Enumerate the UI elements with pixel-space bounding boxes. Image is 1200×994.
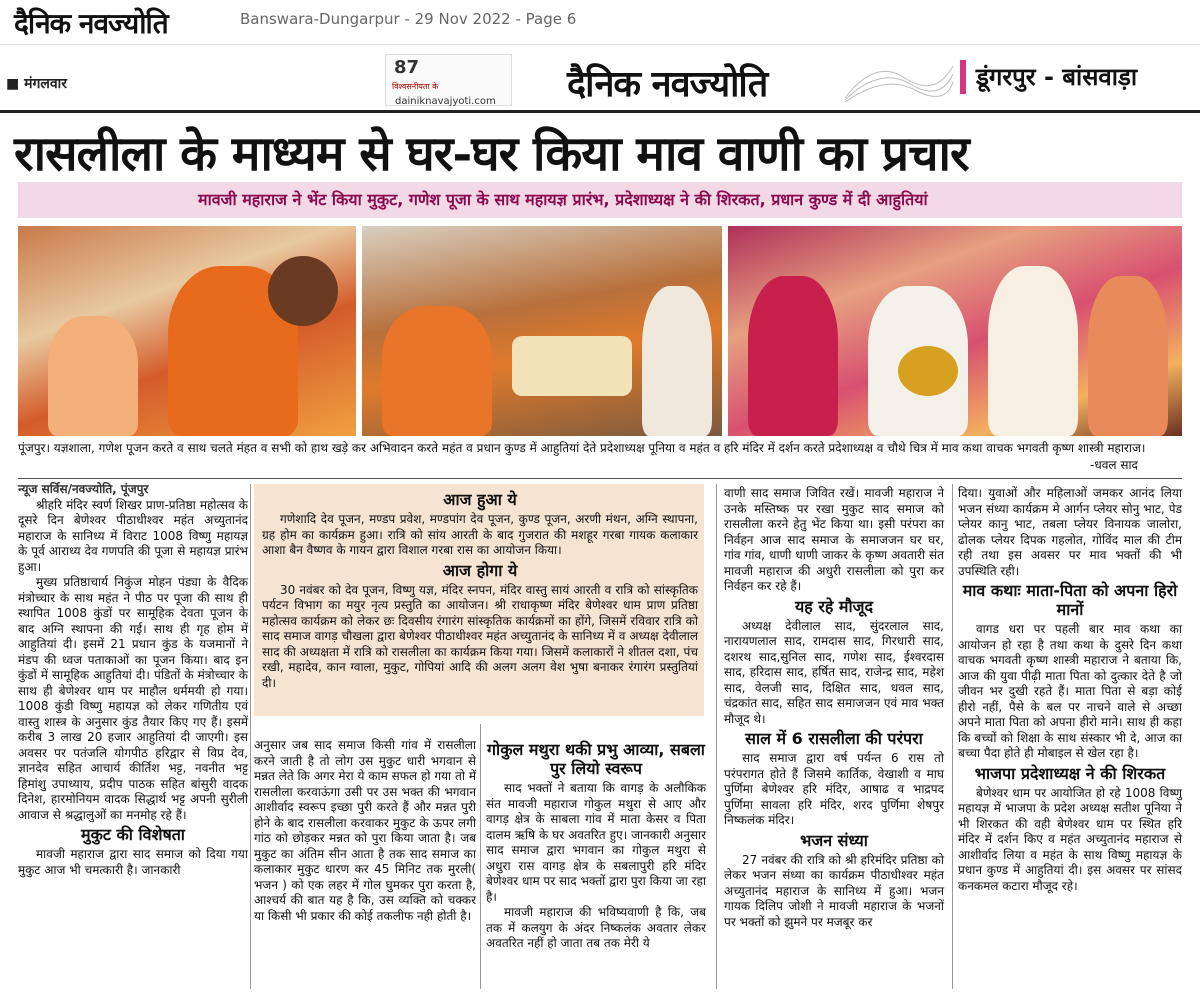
photo-temple-darshan [728, 226, 1182, 436]
section-heading-mav-katha: माव कथाः माता-पिता को अपना हिरो मानों [962, 581, 1178, 619]
article-column-1 [18, 482, 248, 878]
section-heading-bjp: भाजपा प्रदेशाध्यक्ष ने की शिरकत [974, 763, 1166, 783]
schedule-box-content [262, 488, 698, 691]
masthead-ornament [835, 58, 955, 102]
article-paragraph: अध्यक्ष देवीलाल साद, सुंदरलाल साद, नारायणलाल साद, रामदास साद, गिरधारी साद, दशरथ साद,सुनिल साद, गणेश साद, ईश्वरदास साद, हरिदास साद, हर्षित साद, राजेन्द्र साद, महेश साद, वेलजी साद, दिक्षित साद, धवल साद, चंद्रकांत साद, सहित साद समाजजन एवं माव भक्त मौजूद थे। [724, 618, 944, 726]
section-heading-tradition: साल में 6 रासलीला की परंपरा [745, 729, 923, 748]
article-subhead: मावजी महाराज ने भेंट किया मुकुट, गणेश पूजा के साथ महायज्ञ प्रारंभ, प्रदेशाध्यक्ष ने की शिरकत, प्रधान कुण्ड में दी आहुतियां [198, 190, 928, 209]
edition-info: Banswara-Dungarpur - 29 Nov 2022 - Page 6 [240, 10, 577, 28]
article-byline: न्यूज सर्विस/नवज्योति, पूंजपुर [18, 482, 149, 496]
article-paragraph: मावजी महाराज की भविष्यवाणी है कि, जब तक में कलयुग के अंदर निष्कलंक अवतार लेकर अवतरित नहीं हो जाता तब तक मेरी ये [486, 905, 706, 950]
photo-caption: पूंजपुर। यज्ञशाला, गणेश पूजन करते व साथ चलते मंहत व सभी को हाथ खड़े कर अभिवादन करते महंत व प्रधान कुण्ड में आहुतियां देते प्रदेशाध्यक्ष पूनिया व महंत व हरि मंदिर में दर्शन करते प्रदेशाध्यक्ष व चौथे चित्र में माव कथा वाचक भगवती कृष्ण शास्त्री महाराज। [18, 441, 1146, 455]
article-paragraph: साद भक्तों ने बताया कि वागड़ के अलौकिक संत मावजी महाराज गोकुल मथुरा से आए और वागड़ क्षेत्र के साबला गांव में माता केसर व पिता दालम ऋषि के घर अवतरित हुए। जानकारी अनुसार साद समाज द्वारा भगवान का गोकुल मथुरा से अधुरा रास वागड़ क्षेत्र के सबलापुरी हरि मंदिर बेणेश्वर धाम पर साद भक्तों द्वारा पुरा किया जा रहा है। [486, 781, 706, 904]
article-headline: रासलीला के माध्यम से घर-घर किया माव वाणी का प्रचार [14, 126, 969, 182]
article-paragraph: वागड धरा पर पहली बार माव कथा का आयोजन हो रहा है तथा कथा के दुसरे दिन कथा वाचक भगवती कृष्ण शास्त्री महाराज ने बताया कि, आज की युवा पीढ़ी माता पिता को दुत्कार देते है जो जीवन भर दुखी रहते हैं। माता पिता से बड़ा कोई हीरो नहीं, पैसे के बल पर नाचने वाले से अच्छा अपने माता पिता को अपना हीरो माने। साथ ही कहा कि बच्चों को शिक्षा के साथ संस्कार भी दे, आज का बच्चा पैदा होते ही मोबाइल से खेल रहा है। [958, 622, 1182, 760]
box-heading-tomorrow: आज होगा ये [442, 560, 518, 580]
article-paragraph: साद समाज द्वारा वर्ष पर्यन्त 6 रास तो परंपरागत होते हैं जिसमे कार्तिक, वेखाशी व माघ पुर्णिमा बेणेश्वर हरि मंदिर, आषाढ व भाद्रपद पुर्णिमा सावला हरि मंदिर, शरद पुर्णिमा शेषपुर निष्कलंक मंदिर। [724, 751, 944, 827]
article-paragraph: दिया। युवाओं और महिलाओं जमकर आनंद लिया भजन संध्या कार्यक्रम मे आर्गन प्लेयर सोनु भाट, पेड प्लेयर कानु भाट, तबला प्लेयर विनायक जालोरा, ढोलक प्लेयर दिपक गहलोत, गोविंद माल की टीम रही तथा इस अवसर पर माव भक्तों की भी उपस्थिति रही। [958, 486, 1182, 578]
column-divider [250, 484, 251, 989]
article-column-4 [724, 486, 944, 930]
article-paragraph: बेणेश्वर धाम पर आयोजित हो रहे 1008 विष्णु महायज्ञ में भाजपा के प्रदेश अध्यक्ष सतीश पूनिया ने भी शिरकत की वही बेणेश्वर धाम पर स्थित हरि मंदिर में दर्शन किए व महंत अच्युतानंद महाराज से आशीर्वाद लिया व महंत के साथ विष्णु महायज्ञ के प्रधान कुण्ड में आहुतियां दी। इस अवसर पर सांसद कनकमल कटारा मौजूद रहे। [958, 785, 1182, 893]
masthead-rule [0, 110, 1200, 113]
website-url: dainiknavajyoti.com [395, 96, 496, 107]
article-paragraph: मावजी महाराज द्वारा साद समाज को दिया गया मुकुट आज भी चमत्कारी है। जानकारी [18, 847, 248, 877]
column-divider [480, 724, 481, 989]
article-paragraph: मुख्य प्रतिष्ठाचार्य निकुंज मोहन पंड्या के वैदिक मंत्रोच्चार के साथ महंत ने पीठ पर पूजा की साथ ही स्थापित 1008 कुंडों पर सामूहिक देवता पूजन के बाद अग्नि स्थापना की गई। साथ ही गृह होम में आहुतियां दी। इसमें 21 प्रधान कुंड के यजमानों ने मंडप की ध्वज पताकाओं का पूजन किया। बाद इन कुंडों में सामूहिक आहुतियां दी। पंडितों के मंत्रोच्चार के साथ ही बेणेश्वर धाम पर माहौल धर्ममयी हो गया। 1008 कुंडी विष्णु महायज्ञ को लेकर गणितीय एवं वास्तु शास्त्र के अनुसार कुंड तैयार किए गए हैं। इसमें करीब 3 लाख 20 हजार आहुतियां दी जाएगी। इस अवसर पर पतंजलि योगपीठ हरिद्वार से विप्र देव, ज्ञानदेव सहित आचार्य कीर्तिश भट्ट, नवनीत भट्ट हिमांशु उपाध्याय, प्रदीप पाठक सहित बांसुरी वादक दिनेश, हारमोनियम वादक सिद्धार्थ भट्ट अपनी सुरीली आवाज से श्रद्धालुओं का मनमोह रहे हैं। [18, 575, 248, 822]
section-heading-present: यह रहे मौजूद [794, 596, 874, 616]
article-subhead-band [18, 182, 1182, 218]
section-heading-gokul: गोकुल मथुरा थकी प्रभु आव्या, सबला पुर लियो स्वरूप [487, 740, 705, 778]
article-column-2 [254, 738, 476, 924]
column-divider [716, 484, 717, 989]
article-paragraph: 27 नवंबर की रात्रि को श्री हरिमंदिर प्रतिष्ठा को लेकर भजन संध्या का कार्यक्रम पीठाधीश्वर महंत अच्युतानंद महाराज के सानिध्य में हुआ। भजन गायक दिलिप जोशी ने मावजी महाराज के भजनों पर भक्तों को झुमने पर मजबूर कर [724, 852, 944, 929]
article-paragraph: वाणी साद समाज जिवित रखें। मावजी महाराज ने उनके मस्तिष्क पर रखा मुकुट साद समाज को रासलीला करने हेतु भेंट किया था। इसी परंपरा का निर्वहन आज साद समाज के समाजजन घर घर, गांव गांव, धाणी धाणी जाकर के कृष्ण अवतारी संत मावजी महाराज की अधुरी रासलीला को पुरा कर निर्वहन कर रहे हैं। [724, 486, 944, 593]
caption-rule [18, 478, 1182, 479]
weekday-label: ■ मंगलवार [6, 76, 67, 92]
section-heading-mukut: मुकुट की विशेषता [81, 825, 185, 844]
photo-yagyashala-greeting [18, 226, 356, 436]
viewer-brand-logo[interactable]: दैनिक नवज्योति [14, 7, 168, 40]
region-name: डूंगरपुर - बांसवाड़ा [976, 63, 1138, 91]
article-column-3 [486, 738, 706, 952]
box-heading-today: आज हुआ ये [443, 490, 517, 509]
region-accent-bar [960, 60, 966, 94]
column-divider [952, 484, 953, 989]
anniversary-number: 87 [394, 57, 420, 78]
article-paragraph: श्रीहरि मंदिर स्वर्ण शिखर प्राण-प्रतिष्ठा महोत्सव के दूसरे दिन बेणेश्वर पीठाधीश्वर महंत अच्युतानंद महाराज के सानिध्य में विराट 1008 विष्णु महायज्ञ के पूर्व आराध्य देव गणपति की पूजा से महायज्ञ प्रारंभ हुआ। [18, 497, 248, 574]
photo-havan-offering [362, 226, 722, 436]
viewer-topbar [0, 0, 1200, 45]
box-text-tomorrow: 30 नवंबर को देव पूजन, विष्णु यज्ञ, मंदिर स्नपन, मंदिर वास्तु सायं आरती व रात्रि को सांस्कृतिक पर्यटन विभाग का मयुर नृत्य प्रस्तुति का आयोजन। श्री राधाकृष्ण मंदिर बेणेश्वर धाम प्राण प्रतिष्ठा महोत्सव कार्यक्रम को लेकर छः दिवसीय रंगारंग सांस्कृतिक कार्यक्रमों का होंगे, जिसमें रविवार रात्रि को साद समाज वागड़ चौखला द्वारा बेणेश्वर पीठाधीश्वर महंत अच्युतानंद के सानिध्य में व अध्यक्ष देवीलाल साद की अध्यक्षता में रात्रि को रासलीला का कार्यक्रम किया गया। जिसमें कलाकारों ने शीतल दशा, पंच रखी, महादेव, कान ग्वाला, मुकुट, गोपियां आदि की अलग अलग वेश भुषा बनाकर रंगारंग प्रस्तुतियां दी। [262, 582, 698, 690]
section-heading-bhajan: भजन संध्या [800, 830, 868, 850]
anniversary-tagline: विश्वसनीयता के [392, 82, 439, 91]
photo-credit: -धवल साद [1090, 458, 1138, 472]
article-paragraph: अनुसार जब साद समाज किसी गांव में रासलीला करने जाती है तो लोग उस मुकुट धारी भगवान से मन्नत लेते कि अगर मेरा ये काम सफल हो गया तो में रासलीला करवाऊंगा उसी पर उस भक्त की भगवान आशीर्वाद स्वरूप इच्छा पुरी करते हैं और मन्नत पुरी होने के बाद रासलीला करवाकर मुकुट के ऊपर लगी गांठ को छोड़कर मन्नत को पुरा किया जाता है। जब मुकुट का अंतिम सीन आता है तक साद समाज का कलाकार मुकुट धारण कर 45 मिनिट तक मुरली( भजन ) को एक लहर में गोल घुमकर पुरा करता है, आश्चर्य की बात यह है कि, उस व्यक्ति को चक्कर या किसी भी प्रकार की कोई तकलीफ नही होती है। [254, 738, 476, 923]
article-column-5 [958, 486, 1182, 894]
region-banner [960, 54, 1200, 100]
box-text-today: गणेशादि देव पूजन, मण्डप प्रवेश, मण्डपांग देव पूजन, कुण्ड पूजन, अरणी मंथन, अग्नि स्थापना, ग्रह होम का कार्यक्रम हुआ। रात्रि को सांय आरती के बाद गुजरात की मशहूर गरबा गायक कलाकार आशा बैन वैष्णव के गायन द्वारा विशाल गरबा रास का आयोजन किया। [262, 512, 698, 557]
newspaper-masthead: दैनिक नवज्योति [567, 63, 768, 105]
weekday-text: मंगलवार [24, 76, 67, 92]
